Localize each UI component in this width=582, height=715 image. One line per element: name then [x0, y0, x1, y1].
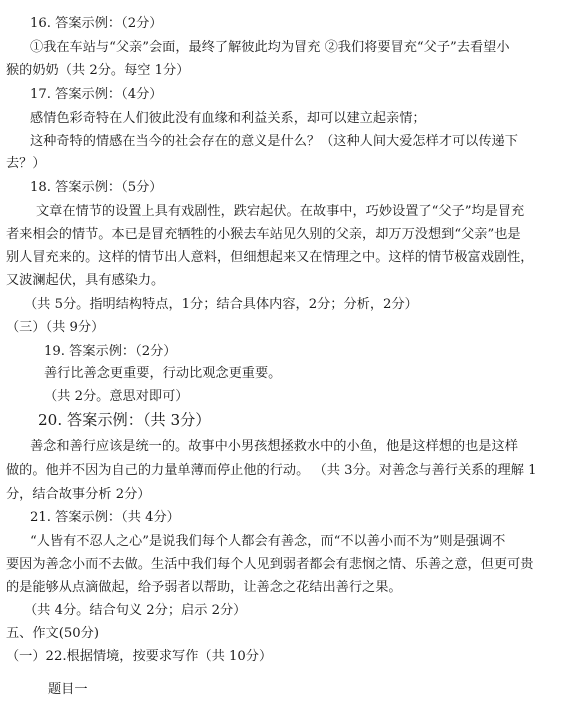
q20-answer-line-1: 善念和善行应该是统一的。故事中小男孩想拯救水中的小鱼，他是这样想的也是这样: [30, 439, 518, 454]
q16-answer-line-1: ①我在车站与“父亲”会面，最终了解彼此均为冒充 ②我们将要冒充“父子”去看望小: [30, 40, 510, 55]
q17-answer-line-3: 去？）: [6, 156, 46, 171]
q21-answer-line-3: 的是能够从点滴做起，给予弱者以帮助，让善念之花结出善行之果。: [6, 580, 402, 595]
q17-answer-line-2: 这种奇特的情感在当今的社会存在的意义是什么？（这种人间大爱怎样才可以传递下: [30, 134, 518, 149]
section-3-heading: （三）（共 9分）: [6, 320, 105, 335]
q18-heading: 18. 答案示例：（5分）: [30, 180, 163, 195]
q18-answer-line-4: 又波澜起伏，具有感染力。: [6, 273, 165, 288]
q22-heading: （一）22.根据情境，按要求写作（共 10分）: [6, 649, 273, 664]
q18-answer-line-3: 别人冒充来的。这样的情节出人意料，但细想起来又在情理之中。这样的情节极富戏剧性，: [6, 250, 534, 265]
q18-answer-line-1: 文章在情节的设置上具有戏剧性，跌宕起伏。在故事中，巧妙设置了“父子”均是冒充: [36, 204, 525, 219]
q21-answer-line-2: 要因为善念小而不去做。生活中我们每个人见到弱者都会有悲悯之情、乐善之意，但更可贵: [6, 557, 534, 572]
q17-answer-line-1: 感情色彩奇特在人们彼此没有血缘和利益关系，却可以建立起亲情；: [30, 111, 426, 126]
section-5-heading: 五、作文(50分): [6, 626, 100, 641]
q18-score-note: （共 5分。指明结构特点，1分；结合具体内容，2分；分析，2分）: [24, 297, 418, 312]
q19-answer-line-1: 善行比善念更重要，行动比观念更重要。: [44, 366, 282, 381]
q20-answer-line-2: 做的。他并不因为自己的力量单薄而停止他的行动。 （共 3分。对善念与善行关系的理解 1: [6, 463, 537, 478]
q16-answer-line-2: 猴的奶奶（共 2分。每空 1分）: [6, 63, 190, 78]
q18-answer-line-2: 者来相会的情节。本已是冒充牺牲的小猴去车站见久别的父亲，却万万没想到“父亲”也是: [6, 227, 521, 242]
q19-heading: 19. 答案示例：（2分）: [44, 344, 177, 359]
topic-one-heading: 题目一: [48, 682, 88, 697]
q21-score-note: （共 4分。结合句义 2分；启示 2分）: [24, 603, 247, 618]
q21-heading: 21. 答案示例：（共 4分）: [30, 510, 180, 525]
q20-answer-line-3: 分，结合故事分析 2分）: [6, 487, 151, 502]
q19-score-note: （共 2分。意思对即可）: [44, 389, 189, 404]
q20-heading: 20. 答案示例：（共 3分）: [38, 411, 211, 429]
q16-heading: 16. 答案示例：（2分）: [30, 16, 163, 31]
q17-heading: 17. 答案示例：（4分）: [30, 87, 163, 102]
q21-answer-line-1: “人皆有不忍人之心”是说我们每个人都会有善念，而“不以善小而不为”则是强调不: [30, 534, 506, 549]
